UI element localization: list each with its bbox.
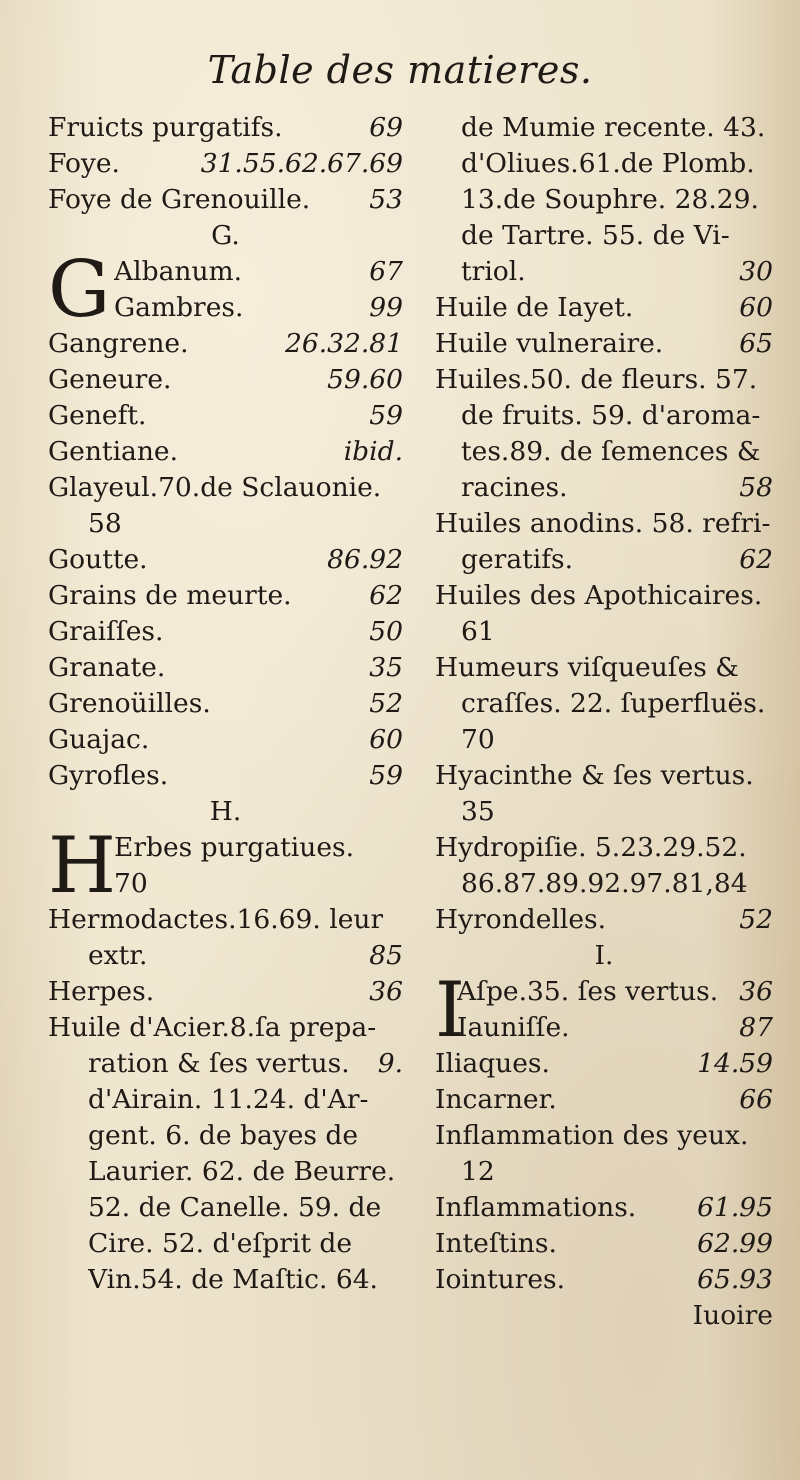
entry-text: Gyrofles.	[48, 760, 169, 791]
entry-text: d'Airain. 11.24. d'Ar-	[88, 1084, 369, 1115]
index-entry	[48, 614, 403, 650]
index-entry	[48, 722, 403, 758]
entry-page-ref: 35	[369, 652, 403, 683]
entry-text: Erbes purgatiues.	[114, 832, 355, 863]
entry-text: tes.89. de ſemences &	[461, 436, 761, 467]
index-entry	[435, 146, 773, 182]
entry-text: Hermodactes.16.69. leur	[48, 904, 384, 935]
entry-page-ref: 62.99	[697, 1228, 773, 1259]
index-entry	[435, 1046, 773, 1082]
entry-text: Laurier. 62. de Beurre.	[88, 1156, 396, 1187]
entry-text: Goutte.	[48, 544, 148, 575]
entry-text: Humeurs viſqueuſes &	[435, 652, 739, 683]
index-entry	[435, 866, 773, 902]
entry-page-ref: 86.92	[327, 544, 403, 575]
entry-page-ref: 87	[739, 1012, 773, 1043]
entry-text: 58	[88, 508, 122, 539]
index-entry	[48, 1118, 403, 1154]
index-entry	[435, 1082, 773, 1118]
entry-text: craſſes. 22. ſuperfluës.	[461, 688, 766, 719]
index-entry	[435, 794, 773, 830]
entry-page-ref: 9.	[377, 1048, 403, 1079]
entry-text: Iliaques.	[435, 1048, 550, 1079]
entry-text: Vin.54. de Maſtic. 64.	[88, 1264, 378, 1295]
entry-text: 70	[114, 868, 148, 899]
entry-text: Aſpe.35. ſes vertus.	[457, 976, 719, 1007]
entry-text: Glayeul.70.de Sclauonie.	[48, 472, 382, 503]
running-title: Table des matieres.	[207, 48, 593, 92]
index-entry	[48, 182, 403, 218]
index-entry	[48, 686, 403, 722]
entry-text: Huiles.50. de fleurs. 57.	[435, 364, 758, 395]
entry-text: Grains de meurte.	[48, 580, 292, 611]
section-heading-g: G.	[211, 220, 240, 251]
entry-text: 52. de Canelle. 59. de	[88, 1192, 382, 1223]
index-entry	[435, 506, 773, 542]
index-entry	[435, 110, 773, 146]
index-entry	[48, 1226, 403, 1262]
index-entry	[48, 758, 403, 794]
entry-text: de Tartre. 55. de Vi-	[461, 220, 730, 251]
entry-text: Gangrene.	[48, 328, 189, 359]
drop-cap-letter: I	[435, 965, 466, 1054]
entry-text: racines.	[461, 472, 568, 503]
entry-page-ref: 69	[369, 112, 403, 143]
index-entry	[48, 1046, 403, 1082]
index-entry	[435, 830, 773, 866]
index-entry	[48, 1010, 403, 1046]
index-entry	[48, 578, 403, 614]
entry-page-ref: 14.59	[697, 1048, 773, 1079]
index-entry	[435, 470, 773, 506]
entry-text: Huiles anodins. 58. refri-	[435, 508, 771, 539]
entry-page-ref: 65	[739, 328, 773, 359]
entry-page-ref: 30	[739, 256, 773, 287]
entry-text: Geneure.	[48, 364, 172, 395]
index-entry	[435, 686, 773, 722]
index-entry	[435, 902, 773, 938]
index-entry	[435, 1262, 773, 1298]
entry-page-ref: 52	[369, 688, 403, 719]
entry-text: Guajac.	[48, 724, 150, 755]
catchword: Iuoire	[692, 1300, 773, 1331]
entry-text: 70	[461, 724, 495, 755]
index-entry	[48, 938, 403, 974]
drop-cap-entry-i	[435, 965, 773, 1054]
entry-text: Iointures.	[435, 1264, 566, 1295]
entry-text: ration & ſes vertus.	[88, 1048, 350, 1079]
entry-page-ref: 62	[369, 580, 403, 611]
entry-page-ref: 62	[739, 544, 773, 575]
index-entry	[48, 146, 403, 182]
index-entry	[435, 362, 773, 398]
entry-text: gent. 6. de bayes de	[88, 1120, 359, 1151]
index-entry	[435, 1010, 773, 1046]
index-entry	[435, 1190, 773, 1226]
drop-cap-letter: G	[48, 245, 111, 335]
index-entry	[435, 1118, 773, 1154]
index-entry	[435, 434, 773, 470]
index-entry	[48, 542, 403, 578]
entry-page-ref: 65.93	[697, 1264, 773, 1295]
entry-text: Grenoüilles.	[48, 688, 211, 719]
index-entry	[48, 1262, 403, 1298]
entry-page-ref: 31.55.62.67.69	[200, 148, 403, 179]
entry-text: 61	[461, 616, 495, 647]
entry-text: Huiles des Apothicaires.	[435, 580, 763, 611]
entry-page-ref: 61.95	[697, 1192, 773, 1223]
index-entry	[435, 398, 773, 434]
index-entry	[435, 290, 773, 326]
entry-page-ref: 36	[369, 976, 403, 1007]
drop-cap-entry-g	[48, 245, 403, 335]
entry-text: Huile vulneraire.	[435, 328, 664, 359]
entry-text: Gambres.	[114, 292, 244, 323]
index-entry	[435, 650, 773, 686]
entry-text: Hydropiſie. 5.23.29.52.	[435, 832, 747, 863]
index-entry	[48, 470, 403, 506]
entry-text: Geneft.	[48, 400, 147, 431]
entry-text: Gentiane.	[48, 436, 179, 467]
entry-page-ref: 66	[739, 1084, 773, 1115]
entry-page-ref: 26.32.81	[284, 328, 403, 359]
index-entry	[435, 182, 773, 218]
section-heading-h: H.	[209, 796, 242, 827]
index-entry	[435, 218, 773, 254]
entry-text: extr.	[88, 940, 148, 971]
entry-text: Inflammation des yeux.	[435, 1120, 749, 1151]
index-entry	[48, 1154, 403, 1190]
entry-text: Inflammations.	[435, 1192, 637, 1223]
entry-page-ref: 58	[739, 472, 773, 503]
entry-page-ref: 59	[369, 760, 403, 791]
left-column	[48, 110, 403, 1298]
entry-text: Huile d'Acier.8.ſa prepa-	[48, 1012, 377, 1043]
entry-text: Fruicts purgatifs.	[48, 112, 283, 143]
index-entry	[435, 254, 773, 290]
index-entry	[48, 1082, 403, 1118]
entry-text: Hyrondelles.	[435, 904, 607, 935]
entry-page-ref: 52	[739, 904, 773, 935]
entry-text: 13.de Souphre. 28.29.	[461, 184, 759, 215]
entry-page-ref: 99	[369, 292, 403, 323]
section-heading-i: I.	[594, 940, 614, 971]
entry-text: de fruits. 59. d'aroma-	[461, 400, 761, 431]
entry-text: Foye de Grenouille.	[48, 184, 311, 215]
entry-text: Cire. 52. d'eſprit de	[88, 1228, 353, 1259]
entry-text: Hyacinthe & ſes vertus.	[435, 760, 754, 791]
index-entry	[435, 614, 773, 650]
entry-page-ref: 59.60	[327, 364, 403, 395]
index-entry	[435, 722, 773, 758]
index-entry	[48, 1190, 403, 1226]
entry-text: Foye.	[48, 148, 120, 179]
index-entry	[48, 974, 403, 1010]
index-entry	[435, 1226, 773, 1262]
index-entry	[48, 110, 403, 146]
entry-page-ref: 50	[369, 616, 403, 647]
index-entry	[435, 542, 773, 578]
entry-text: 86.87.89.92.97.81,84	[461, 868, 748, 899]
entry-text: Herpes.	[48, 976, 155, 1007]
entry-page-ref: 67	[369, 256, 403, 287]
entry-text: Iauniſſe.	[457, 1012, 570, 1043]
entry-text: Incarner.	[435, 1084, 557, 1115]
right-column	[435, 110, 773, 1334]
index-entry	[48, 650, 403, 686]
entry-page-ref: 53	[369, 184, 403, 215]
index-entry	[435, 758, 773, 794]
entry-text: de Mumie recente. 43.	[461, 112, 766, 143]
entry-text: Graiſſes.	[48, 616, 164, 647]
entry-page-ref: 60	[369, 724, 403, 755]
entry-text: triol.	[461, 256, 526, 287]
entry-text: geratifs.	[461, 544, 574, 575]
index-entry	[435, 326, 773, 362]
entry-page-ref: 36	[739, 976, 773, 1007]
entry-text: d'Oliues.61.de Plomb.	[461, 148, 755, 179]
entry-page-ref: 85	[369, 940, 403, 971]
index-entry	[435, 578, 773, 614]
index-entry	[48, 434, 403, 470]
index-entry	[48, 506, 403, 542]
entry-text: 12	[461, 1156, 495, 1187]
entry-text: Huile de Iayet.	[435, 292, 634, 323]
entry-page-ref: 59	[369, 400, 403, 431]
index-entry	[435, 974, 773, 1010]
drop-cap-entry-h	[48, 821, 403, 911]
entry-text: Inteſtins.	[435, 1228, 557, 1259]
entry-text: Albanum.	[114, 256, 243, 287]
entry-text: Granate.	[48, 652, 166, 683]
entry-page-ref: ibid.	[343, 436, 403, 467]
drop-cap-letter: H	[48, 821, 117, 911]
entry-text: 35	[461, 796, 495, 827]
index-entry	[435, 1154, 773, 1190]
entry-page-ref: 60	[739, 292, 773, 323]
index-entry	[48, 398, 403, 434]
index-entry	[48, 362, 403, 398]
